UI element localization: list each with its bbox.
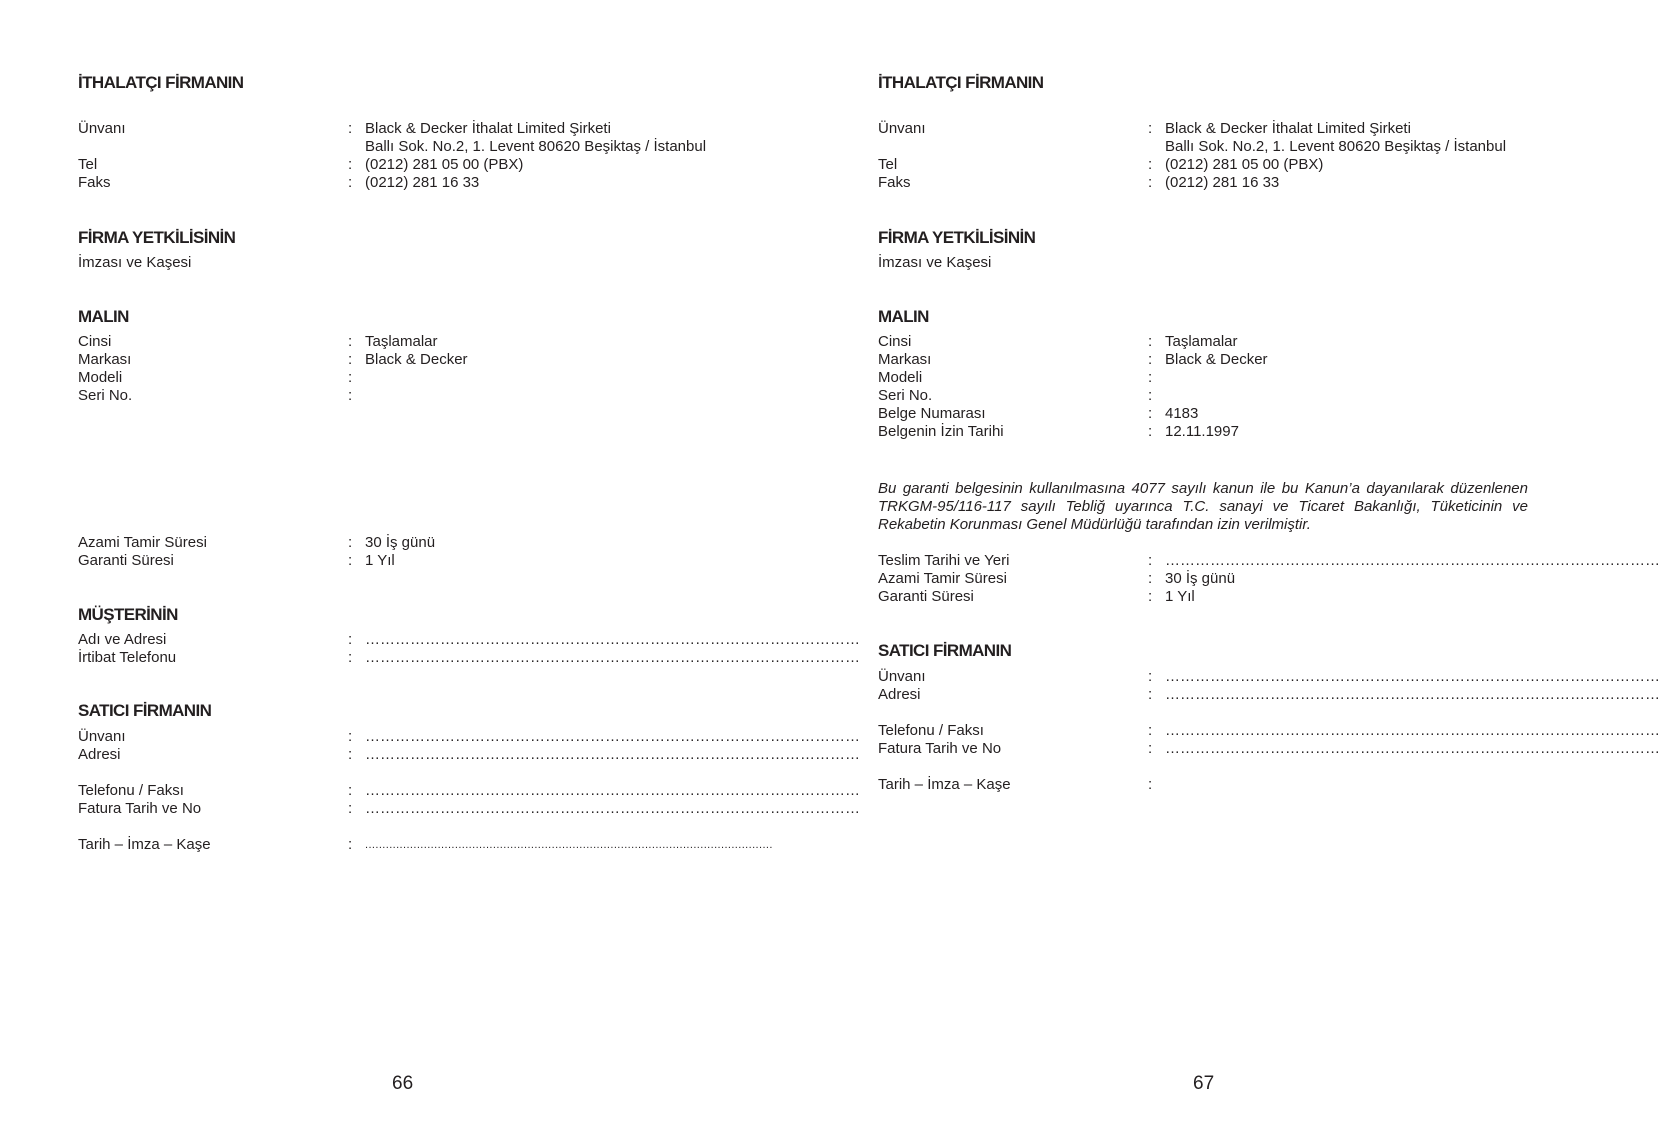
seller-phone-label: Telefonu / Faksı (78, 782, 184, 799)
colon: : (348, 174, 353, 191)
authority-signature-text: İmzası ve Kaşesi (878, 254, 992, 271)
seller-phone-field[interactable]: ……………………………………………………………………………………… (365, 782, 860, 799)
colon: : (348, 534, 353, 551)
product-model-row (78, 369, 728, 387)
colon: : (1148, 405, 1153, 422)
product-serial-row (78, 387, 728, 405)
importer-title-label: Ünvanı (78, 120, 126, 137)
colon: : (348, 800, 353, 817)
seller-address-label: Adresi (78, 746, 121, 763)
product-brand-label: Markası (878, 351, 932, 368)
colon: : (1148, 686, 1153, 703)
importer-tel-value: (0212) 281 05 00 (PBX) (365, 156, 524, 173)
warranty-period-row (78, 552, 728, 570)
customer-phone-label: İrtibat Telefonu (78, 649, 177, 666)
warranty-period-value: 1 Yıl (1165, 588, 1195, 605)
page-67 (800, 0, 1660, 1131)
seller-title-row (878, 668, 1660, 686)
repair-time-row (78, 534, 728, 552)
colon: : (1148, 369, 1153, 386)
colon: : (348, 333, 353, 350)
importer-address-value: Ballı Sok. No.2, 1. Levent 80620 Beşiktaş / İstanbul (365, 138, 707, 155)
importer-address-value: Ballı Sok. No.2, 1. Levent 80620 Beşiktaş / İstanbul (1165, 138, 1507, 155)
colon: : (348, 631, 353, 648)
product-heading: MALIN (78, 307, 129, 326)
colon: : (348, 649, 353, 666)
product-type-label: Cinsi (78, 333, 112, 350)
colon: : (1148, 333, 1153, 350)
product-type-row (878, 333, 1528, 351)
durations-info (78, 534, 728, 570)
product-type-value: Taşlamalar (1165, 333, 1238, 350)
importer-title-row (78, 120, 728, 138)
seller-phone-field[interactable]: ……………………………………………………………………………………… (1165, 722, 1660, 739)
product-brand-value: Black & Decker (1165, 351, 1268, 368)
seller-title-field[interactable]: ……………………………………………………………………………………… (365, 728, 860, 745)
authority-heading: FİRMA YETKİLİSİNİN (78, 228, 236, 247)
seller-invoice-label: Fatura Tarih ve No (78, 800, 202, 817)
product-type-value: Taşlamalar (365, 333, 438, 350)
seller-invoice-field[interactable]: ……………………………………………………………………………………… (1165, 740, 1660, 757)
repair-time-label: Azami Tamir Süresi (878, 570, 1007, 587)
seller-invoice-field[interactable]: ……………………………………………………………………………………… (365, 800, 860, 817)
importer-fax-value: (0212) 281 16 33 (365, 174, 480, 191)
customer-heading: MÜŞTERİNİN (78, 605, 178, 624)
importer-tel-label: Tel (878, 156, 898, 173)
importer-fax-row (78, 174, 728, 192)
colon: : (348, 746, 353, 763)
seller-phone-row (878, 722, 1660, 740)
importer-tel-value: (0212) 281 05 00 (PBX) (1165, 156, 1324, 173)
importer-fax-label: Faks (878, 174, 911, 191)
seller-sign-row (878, 776, 1528, 794)
legal-note: Bu garanti belgesinin kullanılmasına 4077 sayılı kanun ile bu Kanun’a dayanılarak düzenlenen TRKGM-95/116-117 sayılı Tebliğ uyarınca T.C. sanayi ve Ticaret Bakanlığı, Tüketicinin ve Rekabetin Korunması Genel Müdürlüğü tarafından izin verilmiştir. (878, 480, 1528, 533)
importer-title-value: Black & Decker İthalat Limited Şirketi (365, 120, 611, 137)
seller-title-label: Ünvanı (78, 728, 126, 745)
seller-invoice-row (78, 800, 860, 818)
importer-heading: İTHALATÇI FİRMANIN (78, 73, 244, 92)
product-serial-label: Seri No. (878, 387, 933, 404)
product-info (878, 333, 1528, 441)
colon: : (1148, 351, 1153, 368)
product-brand-row (878, 351, 1528, 369)
product-info (78, 333, 728, 405)
product-model-label: Modeli (878, 369, 923, 386)
seller-address-field[interactable]: ……………………………………………………………………………………… (365, 746, 860, 763)
importer-title-label: Ünvanı (878, 120, 926, 137)
colon: : (348, 156, 353, 173)
colon: : (1148, 722, 1153, 739)
colon: : (1148, 776, 1153, 793)
product-type-label: Cinsi (878, 333, 912, 350)
seller-title-field[interactable]: ……………………………………………………………………………………… (1165, 668, 1660, 685)
page-number: 66 (392, 1073, 414, 1094)
seller-address-row (78, 746, 860, 764)
colon: : (348, 552, 353, 569)
importer-tel-row (78, 156, 728, 174)
delivery-label: Teslim Tarihi ve Yeri (878, 552, 1010, 569)
seller-sign-label: Tarih – İmza – Kaşe (878, 776, 1011, 793)
durations-info (878, 552, 1660, 606)
repair-time-row (878, 570, 1528, 588)
importer-heading: İTHALATÇI FİRMANIN (878, 73, 1044, 92)
seller-sign-label: Tarih – İmza – Kaşe (78, 836, 211, 853)
seller-title-label: Ünvanı (878, 668, 926, 685)
authority-signature-text: İmzası ve Kaşesi (78, 254, 192, 271)
colon: : (1148, 668, 1153, 685)
delivery-field[interactable]: ……………………………………………………………………………………… (1165, 552, 1660, 569)
colon: : (1148, 387, 1153, 404)
seller-invoice-label: Fatura Tarih ve No (878, 740, 1002, 757)
colon: : (1148, 740, 1153, 757)
importer-fax-value: (0212) 281 16 33 (1165, 174, 1280, 191)
document-number-value: 4183 (1165, 405, 1199, 422)
colon: : (1148, 120, 1153, 137)
customer-info (78, 631, 860, 667)
colon: : (348, 387, 353, 404)
warranty-period-row (878, 588, 1528, 606)
colon: : (348, 120, 353, 137)
seller-sign-field[interactable]: ...................................................................................................................... (365, 839, 773, 851)
importer-info (78, 120, 728, 192)
importer-title-row (878, 120, 1528, 138)
importer-tel-label: Tel (78, 156, 98, 173)
colon: : (1148, 552, 1153, 569)
importer-tel-row (878, 156, 1528, 174)
seller-heading: SATICI FİRMANIN (878, 641, 1012, 660)
colon: : (348, 369, 353, 386)
importer-address-row (78, 138, 728, 156)
product-serial-row (878, 387, 1528, 405)
document-number-label: Belge Numarası (878, 405, 986, 422)
seller-sign-row (78, 836, 773, 854)
importer-address-row (878, 138, 1528, 156)
customer-name-row (78, 631, 860, 649)
seller-phone-row (78, 782, 860, 800)
permit-date-value: 12.11.1997 (1165, 423, 1239, 440)
warranty-period-label: Garanti Süresi (78, 552, 174, 569)
colon: : (1148, 423, 1153, 440)
page-number: 67 (1193, 1073, 1215, 1094)
colon: : (1148, 588, 1153, 605)
permit-date-label: Belgenin İzin Tarihi (878, 423, 1004, 440)
product-brand-label: Markası (78, 351, 132, 368)
delivery-row (878, 552, 1660, 570)
seller-invoice-row (878, 740, 1660, 758)
seller-info (878, 668, 1660, 794)
product-model-row (878, 369, 1528, 387)
colon: : (348, 836, 353, 853)
seller-info (78, 728, 860, 854)
importer-fax-row (878, 174, 1528, 192)
colon: : (348, 351, 353, 368)
authority-heading: FİRMA YETKİLİSİNİN (878, 228, 1036, 247)
seller-address-row (878, 686, 1660, 704)
product-type-row (78, 333, 728, 351)
customer-phone-field[interactable]: ……………………………………………………………………………………… (365, 649, 860, 666)
customer-name-label: Adı ve Adresi (78, 631, 167, 648)
colon: : (348, 782, 353, 799)
colon: : (1148, 174, 1153, 191)
seller-address-field[interactable]: ……………………………………………………………………………………… (1165, 686, 1660, 703)
seller-title-row (78, 728, 860, 746)
colon: : (348, 728, 353, 745)
warranty-period-value: 1 Yıl (365, 552, 395, 569)
importer-fax-label: Faks (78, 174, 111, 191)
customer-phone-row (78, 649, 860, 667)
colon: : (1148, 156, 1153, 173)
seller-heading: SATICI FİRMANIN (78, 701, 212, 720)
repair-time-value: 30 İş günü (1165, 570, 1236, 587)
product-model-label: Modeli (78, 369, 123, 386)
importer-title-value: Black & Decker İthalat Limited Şirketi (1165, 120, 1411, 137)
importer-info (878, 120, 1528, 192)
product-serial-label: Seri No. (78, 387, 133, 404)
seller-phone-label: Telefonu / Faksı (878, 722, 984, 739)
document-number-row (878, 405, 1528, 423)
product-brand-row (78, 351, 728, 369)
product-brand-value: Black & Decker (365, 351, 468, 368)
customer-name-field[interactable]: ……………………………………………………………………………………… (365, 631, 860, 648)
repair-time-value: 30 İş günü (365, 534, 436, 551)
product-heading: MALIN (878, 307, 929, 326)
permit-date-row (878, 423, 1528, 441)
seller-address-label: Adresi (878, 686, 921, 703)
colon: : (1148, 570, 1153, 587)
repair-time-label: Azami Tamir Süresi (78, 534, 207, 551)
warranty-period-label: Garanti Süresi (878, 588, 974, 605)
